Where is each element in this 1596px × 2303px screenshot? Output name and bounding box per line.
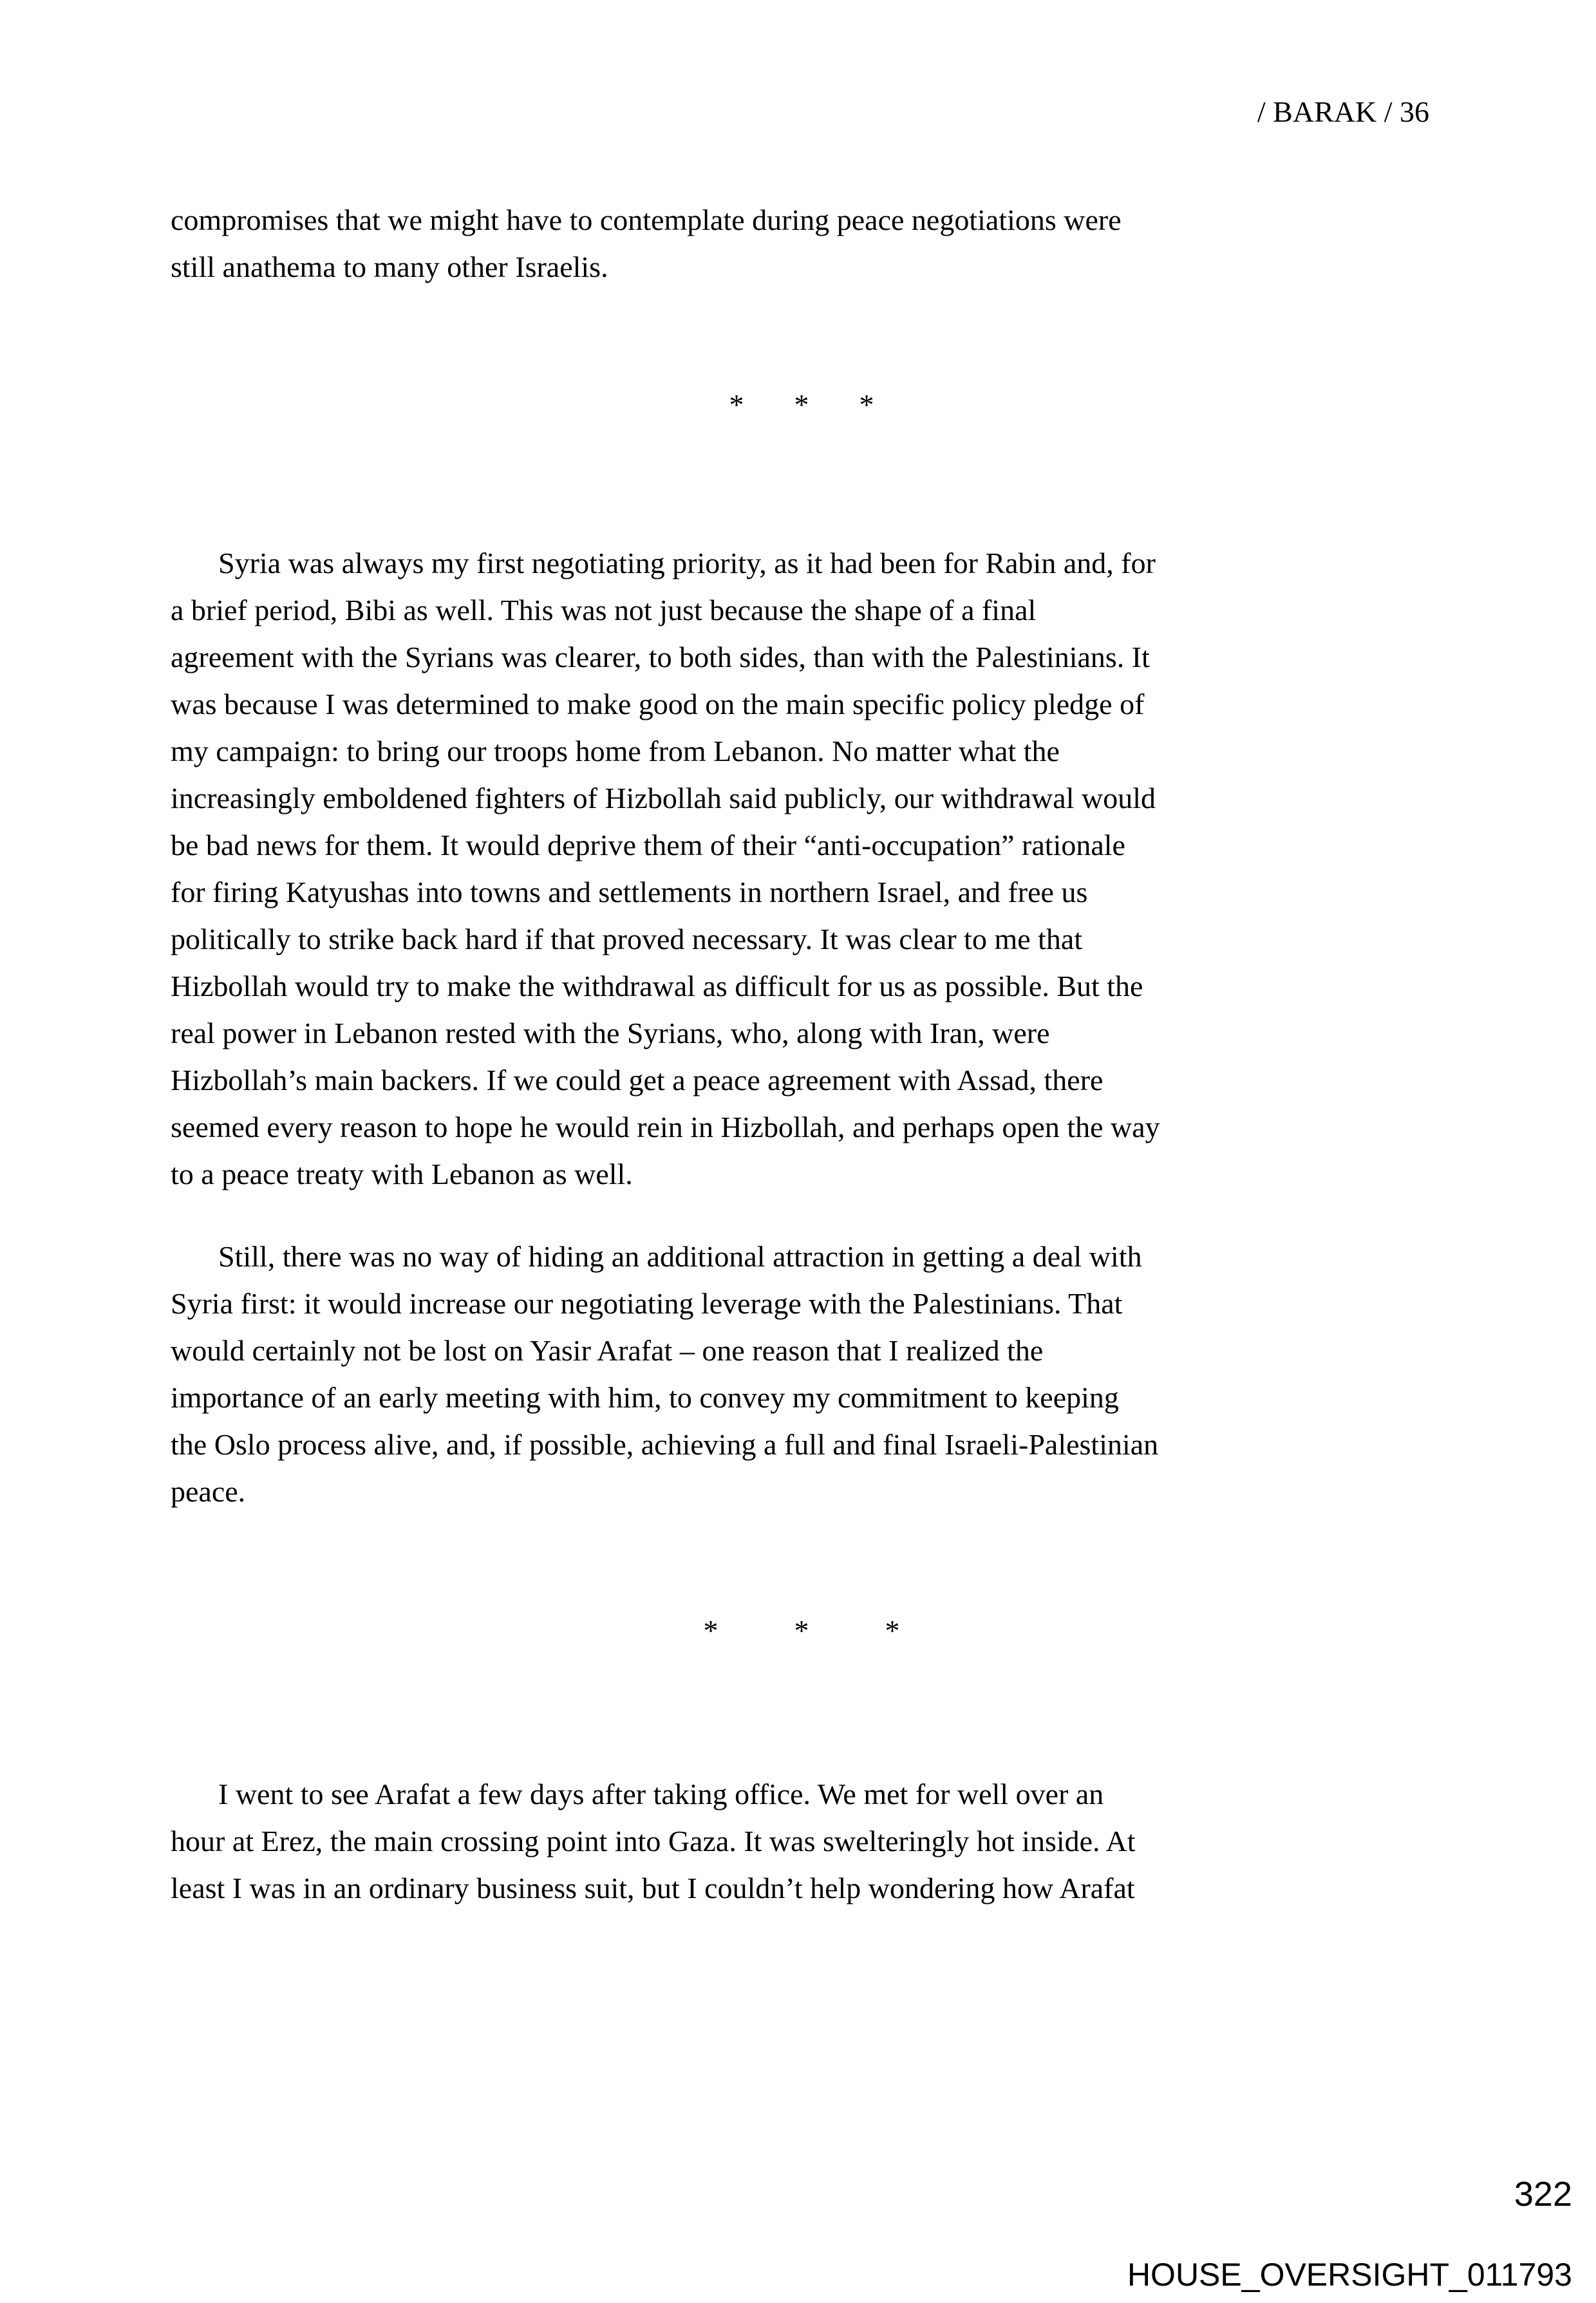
- page-number: 322: [1514, 2175, 1572, 2214]
- text-line: Hizbollah’s main backers. If we could get a peace agreement with Assad, there: [171, 1064, 1103, 1096]
- text-line: Hizbollah would try to make the withdrawal as difficult for us as possible. But the: [171, 970, 1143, 1002]
- text-line: a brief period, Bibi as well. This was not just because the shape of a final: [171, 594, 1037, 626]
- page-header: / BARAK / 36: [1257, 95, 1429, 128]
- text-line: real power in Lebanon rested with the Syrians, who, along with Iran, were: [171, 1017, 1050, 1049]
- asterisk: *: [794, 388, 809, 421]
- text-line: to a peace treaty with Lebanon as well.: [171, 1158, 633, 1190]
- paragraph: [171, 1771, 1432, 1912]
- text-line: was because I was determined to make good on the main specific policy pledge of: [171, 688, 1145, 720]
- text-line: seemed every reason to hope he would rein in Hizbollah, and perhaps open the way: [171, 1111, 1160, 1143]
- text-line: politically to strike back hard if that proved necessary. It was clear to me that: [171, 923, 1083, 955]
- text-line: peace.: [171, 1475, 246, 1508]
- asterisk: *: [703, 1614, 718, 1647]
- text-line: hour at Erez, the main crossing point into Gaza. It was swelteringly hot inside. At: [171, 1825, 1136, 1857]
- text-line: compromises that we might have to contemplate during peace negotiations were: [171, 203, 1122, 236]
- section-separator: [171, 381, 1432, 428]
- asterisk: *: [794, 1614, 809, 1647]
- asterisk: *: [859, 388, 874, 421]
- text-line: Still, there was no way of hiding an additional attraction in getting a deal with: [218, 1240, 1142, 1273]
- text-line: still anathema to many other Israelis.: [171, 250, 608, 283]
- text-line: increasingly emboldened fighters of Hizbollah said publicly, our withdrawal would: [171, 782, 1156, 814]
- text-line: the Oslo process alive, and, if possible, achieving a full and final Israeli-Palestinian: [171, 1428, 1159, 1461]
- text-line: be bad news for them. It would deprive them of their “anti-occupation” rationale: [171, 829, 1125, 861]
- text-line: agreement with the Syrians was clearer, to both sides, than with the Palestinians. It: [171, 641, 1150, 673]
- paragraph: [171, 540, 1432, 1198]
- paragraph: [171, 1233, 1432, 1515]
- text-line: would certainly not be lost on Yasir Arafat – one reason that I realized the: [171, 1334, 1044, 1367]
- asterisk: *: [885, 1614, 900, 1647]
- text-line: Syria was always my first negotiating priority, as it had been for Rabin and, for: [218, 547, 1156, 579]
- text-line: my campaign: to bring our troops home from Lebanon. No matter what the: [171, 735, 1060, 767]
- asterisk: *: [729, 388, 744, 421]
- section-separator: [171, 1607, 1432, 1654]
- text-line: least I was in an ordinary business suit, but I couldn’t help wondering how Arafat: [171, 1872, 1135, 1904]
- text-line: I went to see Arafat a few days after taking office. We met for well over an: [218, 1778, 1104, 1810]
- document-watermark: HOUSE_OVERSIGHT_011793: [1127, 2257, 1572, 2293]
- text-line: for firing Katyushas into towns and settlements in northern Israel, and free us: [171, 876, 1088, 908]
- paragraph: [171, 196, 1432, 290]
- text-line: importance of an early meeting with him, to convey my commitment to keeping: [171, 1381, 1119, 1414]
- text-line: Syria first: it would increase our negotiating leverage with the Palestinians. That: [171, 1287, 1123, 1320]
